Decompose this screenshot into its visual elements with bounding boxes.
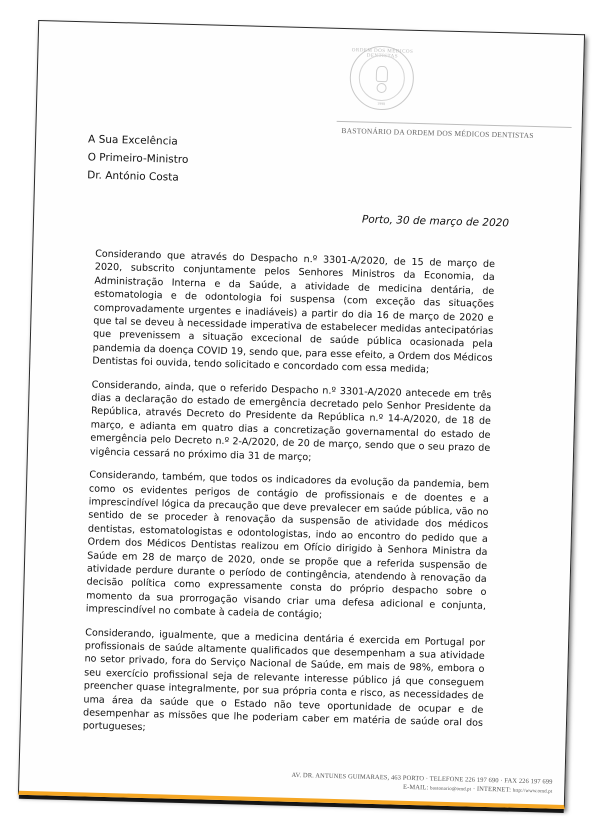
recipient-line-2: O Primeiro-Ministro — [87, 151, 189, 166]
letter-page — [18, 20, 585, 809]
paragraph: Considerando, igualmente, que a medicina dentária é exercida em Portugal por profissionais de saúde altamente qualificados que desempenham a sua atividade no setor privado, fora do Serviço Nacional de Saúde, em mais de 98%, embora o seu exercício profissional seja de relevante interesse público já que conseguem preencher quase integralmente, por sua própria conta e risco, as necessidades de uma área da saúde que o Estado não teve oportunidade de ocupar e de desempenhar as missões que lhe poderiam caber em matéria de saúde oral dos portugueses; — [82, 626, 486, 734]
paragraph: Considerando que através do Despacho n.º 3301-A/2020, de 15 de março de 2020, subscrito conjuntamente pelos Senhores Ministros da Economia, da Administração Interna e da Saúde, a atividade de medicina dentária, de estomatologia e de odontologia foi suspensa (com exceção das situações comprovadamente urgentes e inadiáveis) a partir do dia 16 de março de 2020 e que tal se deveu à necessidade imperativa de estabelecer medidas antecipatórias que prevenissem a situação excecional de saúde pública ocasionada pela pandemia da doença COVID 19, sendo que, para esse efeito, a Ordem dos Médicos Dentistas foi ouvida, tendo solicitado e concordado com essa medida; — [92, 248, 496, 376]
paragraph: Considerando, ainda, que o referido Despacho n.º 3301-A/2020 antecede em três dias a declaração do estado de emergência decretado pelo Senhor Presidente da República, através Decreto do Presidente da República n.º 14-A/2020, de 18 de março, e adianta em quatro dias a concretização governamental do estado de emergência pelo Decreto n.º 2-A/2020, de 20 de março, sendo que o seu prazo de vigência cessará no próximo dia 31 de março; — [89, 379, 492, 463]
internet-label: · INTERNET: — [472, 785, 512, 794]
seal-text: ORDEM DOS MÉDICOS DENTISTAS — [351, 48, 414, 60]
recipient-line-3: Dr. António Costa — [87, 169, 179, 184]
email-label: E-MAIL: — [402, 783, 429, 792]
letter-date: Porto, 30 de março de 2020 — [361, 213, 510, 230]
seal-emblem-icon — [358, 54, 405, 101]
footer-address: AV. DR. ANTUNES GUIMARAES, 463 PORTO · TELEFONE 226 197 690 · FAX 226 197 699 — [291, 771, 553, 786]
letterhead-footer — [291, 771, 552, 797]
order-seal-logo — [349, 45, 415, 111]
email-link[interactable]: bastonario@omd.pt — [429, 786, 472, 793]
seal-year: 1998 — [377, 100, 386, 107]
paragraph: Considerando, também, que todos os indicadores da evolução da pandemia, bem como os evidentes perigos de contágio de profissionais e de doentes e a imprescindível lógica da precaução que deve prevalecer em saúde pública, vão no sentido de se proceder à renovação da suspensão de atividade dos médicos dentistas, estomatologistas e odontologistas, indo ao encontro do pedido que a Ordem dos Médicos Dentistas realizou em Ofício dirigido à Senhora Ministra da Saúde em 28 de março de 2020, onde se propõe que a referida suspensão de atividade perdure durante o período de contingência, atendendo à renovação da decisão política como expressamente consta do próprio despacho sobre o momento da sua prorrogação visando criar uma defesa adicional e conjunta, imprescindível no combate à cadeia de contágio; — [85, 469, 490, 621]
letter-body — [82, 248, 495, 754]
recipient-block — [87, 130, 189, 187]
letterhead-title: BASTONÁRIO DA ORDEM DOS MÉDICOS DENTISTAS — [341, 125, 534, 140]
website-link[interactable]: http://www.omd.pt — [512, 788, 553, 795]
recipient-line-1: A Sua Excelência — [87, 133, 178, 148]
